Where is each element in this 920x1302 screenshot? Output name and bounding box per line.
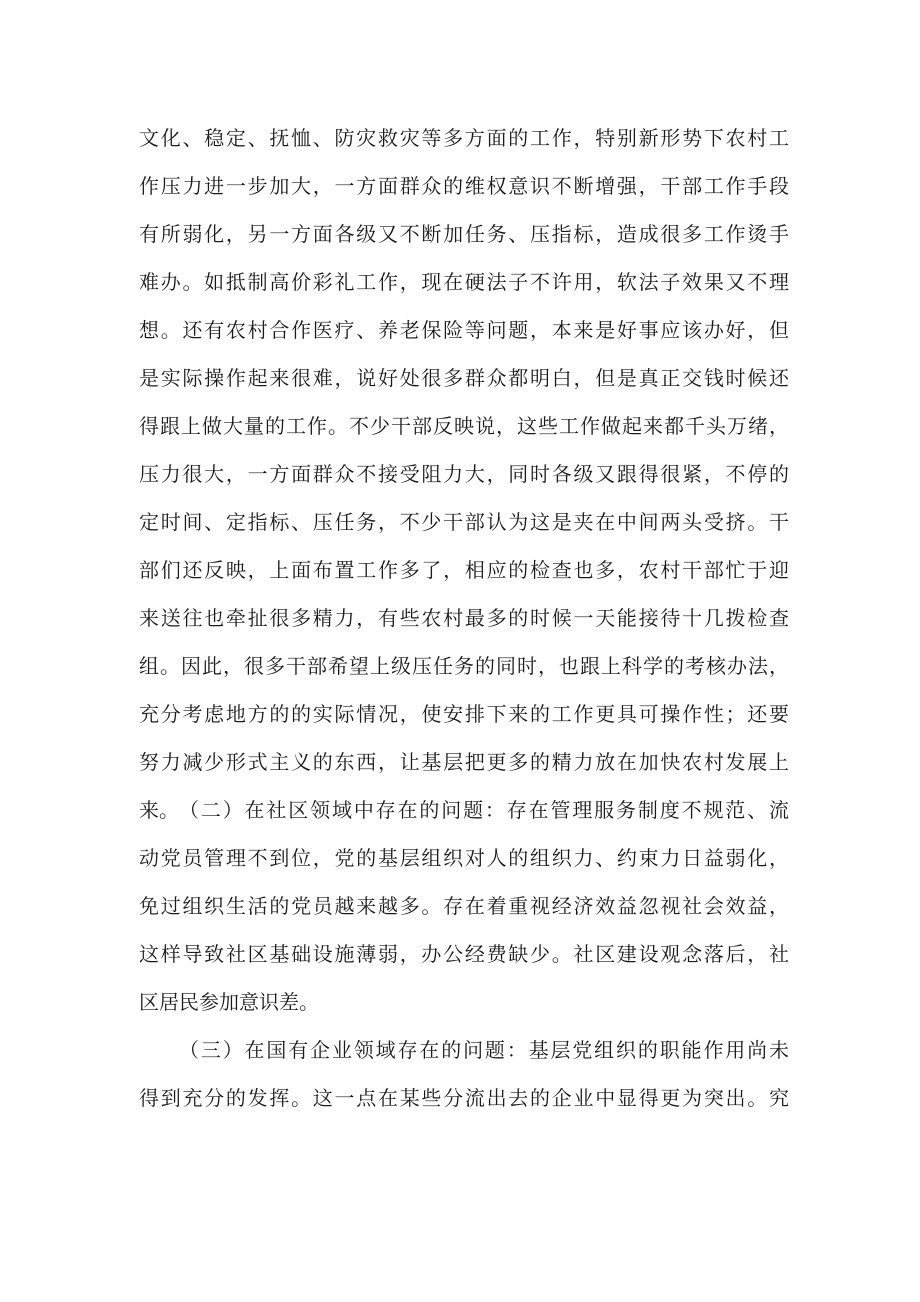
text-line: 充分考虑地方的的实际情况，使安排下来的工作更具可操作性；还要 (139, 702, 789, 726)
text-line: 组。因此，很多干部希望上级压任务的同时，也跟上科学的考核办法， (139, 654, 789, 678)
text-line: 压力很大，一方面群众不接受阻力大，同时各级又跟得很紧，不停的 (139, 462, 789, 486)
text-line: 难办。如抵制高价彩礼工作，现在硬法子不许用，软法子效果又不理 (139, 270, 789, 294)
section-heading-line: （二）在社区领域中存在的问题：存在管理服务制度不规范、流 (179, 798, 789, 822)
text-line: 动党员管理不到位，党的基层组织对人的组织力、约束力日益弱化， (139, 846, 789, 870)
text-line: 来送往也牵扯很多精力，有些农村最多的时候一天能接待十几拨检查 (139, 606, 789, 630)
text-line: 文化、稳定、抚恤、防灾救灾等多方面的工作，特别新形势下农村工 (139, 126, 789, 150)
text-line: 区居民参加意识差。 (139, 990, 319, 1014)
text-line: 作压力进一步加大，一方面群众的维权意识不断增强，干部工作手段 (139, 174, 789, 198)
paragraph-community-issues (139, 786, 789, 1026)
text-line: 得跟上做大量的工作。不少干部反映说，这些工作做起来都千头万绪， (139, 414, 789, 438)
text-line: 这样导致社区基础设施薄弱，办公经费缺少。社区建设观念落后，社 (139, 942, 789, 966)
text-line: 得到充分的发挥。这一点在某些分流出去的企业中显得更为突出。究 (139, 1086, 789, 1110)
text-line: 有所弱化，另一方面各级又不断加任务、压指标，造成很多工作烫手 (139, 222, 789, 246)
text-line: 免过组织生活的党员越来越多。存在着重视经济效益忽视社会效益， (139, 894, 789, 918)
section-heading-line: （三）在国有企业领域存在的问题：基层党组织的职能作用尚未 (179, 1038, 789, 1062)
text-line: 部们还反映，上面布置工作多了，相应的检查也多，农村干部忙于迎 (139, 558, 789, 582)
text-line: 想。还有农村合作医疗、养老保险等问题，本来是好事应该办好，但 (139, 318, 789, 342)
paragraph-state-enterprise-issues (139, 1026, 789, 1122)
text-line: 来。 (139, 798, 179, 822)
text-line: 努力减少形式主义的东西，让基层把更多的精力放在加快农村发展上 (139, 750, 789, 774)
text-line: 是实际操作起来很难，说好处很多群众都明白，但是真正交钱时候还 (139, 366, 789, 390)
paragraph-rural-work-pressure (139, 114, 789, 834)
text-line: 定时间、定指标、压任务，不少干部认为这是夹在中间两头受挤。干 (139, 510, 789, 534)
